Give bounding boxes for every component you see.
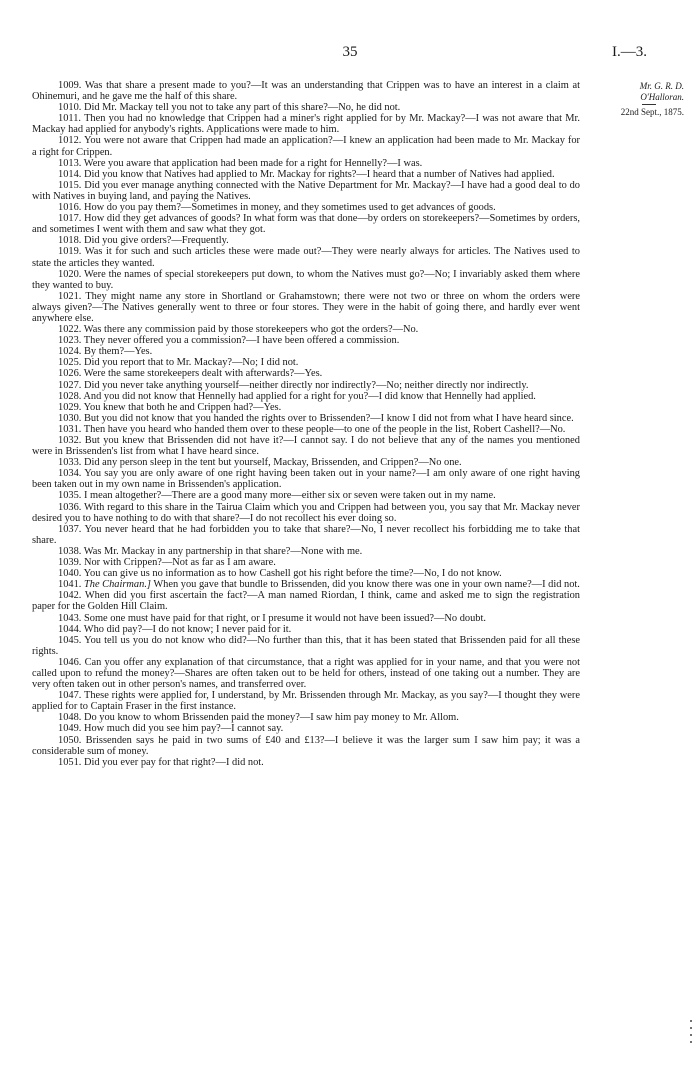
evidence-paragraph: 1039. Nor with Crippen?—Not as far as I am aware.	[58, 557, 276, 569]
speaker-label: The Chairman.]	[83, 579, 151, 591]
evidence-paragraph: 1030. But you did not know that you handed the rights over to Brissenden?—I know I did not from what I have heard since.	[58, 412, 574, 424]
question-text: When you gave that bundle to Brissenden, did you know there was one in your own name?—I did not.	[150, 579, 580, 591]
evidence-paragraph: 1029. You knew that both he and Crippen had?—Yes.	[58, 401, 282, 413]
evidence-paragraph: 1036. With regard to this share in the Tairua Claim which you and Crippen had between you, you say that Mr. Mackay never desired you to have nothing to do with that share?—I do not recollect his ever doing so.	[32, 501, 580, 524]
evidence-paragraph: 1047. These rights were applied for, I understand, by Mr. Brissenden through Mr. Mackay, as you say?—I thought they were applied for to Captain Fraser in the first instance.	[32, 690, 580, 713]
evidence-paragraph: 1022. Was there any commission paid by those storekeepers who got the orders?—No.	[58, 324, 419, 336]
evidence-paragraph: 1014. Did you know that Natives had applied to Mr. Mackay for rights?—I heard that a number of Natives had applied.	[58, 168, 555, 180]
evidence-paragraph: 1044. Who did pay?—I do not know; I never paid for it.	[58, 623, 292, 635]
evidence-paragraph: 1040. You can give us no information as to how Cashell got his right before the time?—No, I do not know.	[58, 568, 502, 580]
evidence-paragraph: 1021. They might name any store in Shortland or Grahamstown; there were not two or three on whom the orders were always given?—The Natives generally went to three or four stores. They were in the habit of going there, and hardly ever went anywhere else.	[32, 290, 580, 324]
evidence-date: 22nd Sept., 1875.	[620, 107, 684, 117]
question-number: 1041.	[58, 579, 84, 591]
evidence-paragraph: 1035. I mean altogether?—There are a good many more—either six or seven were taken out in my name.	[58, 490, 496, 502]
evidence-paragraph: 1031. Then have you heard who handed them over to these people—to one of the people in the list, Robert Cashell?—No.	[58, 423, 566, 435]
witness-name: Mr. G. R. D.	[639, 81, 684, 91]
evidence-paragraph: 1012. You were not aware that Crippen had made an application?—I knew an application had been made to Mr. Mackay for a right for Crippen.	[32, 135, 580, 158]
evidence-paragraph: 1019. Was it for such and such articles these were made out?—They were nearly always for articles. The Natives used to state the articles they wanted.	[32, 246, 580, 269]
evidence-paragraph: 1023. They never offered you a commission?—I have been offered a commission.	[58, 335, 400, 347]
evidence-paragraph: 1034. You say you are only aware of one right having been taken out in your name?—I am only aware of one right having been taken out in my own name in Brissenden's application.	[32, 468, 580, 491]
evidence-paragraph: 1024. By them?—Yes.	[58, 346, 153, 358]
witness-surname: O'Halloran.	[640, 91, 684, 102]
evidence-paragraph: 1009. Was that share a present made to you?—It was an understanding that Crippen was to have an interest in a claim at Ohinemuri, and he gave me the half of this share.	[32, 80, 580, 103]
paper-reference: I.—3.	[612, 44, 647, 60]
evidence-paragraph: 1011. Then you had no knowledge that Crippen had a miner's right applied for by Mr. Mackay?—I was not aware that Mr. Mackay had applied for anybody's rights. Applications were made to him.	[32, 113, 580, 136]
evidence-paragraph: 1010. Did Mr. Mackay tell you not to take any part of this share?—No, he did not.	[58, 102, 401, 114]
margin-rule	[642, 104, 656, 105]
evidence-paragraph: 1020. Were the names of special storekeepers put down, to whom the Natives must go?—No; I invariably asked them where they wanted to buy.	[32, 268, 580, 291]
evidence-paragraph: 1043. Some one must have paid for that right, or I presume it would not have been issued?—No doubt.	[58, 612, 486, 624]
evidence-paragraph: 1046. Can you offer any explanation of that circumstance, that a right was applied for in your name, and that you were not called upon to refund the money?—Shares are often taken out to be held for others, instead of one taking out a number. They are very often taken out in other person's names, and transferred over.	[32, 656, 580, 691]
evidence-paragraph: 1037. You never heard that he had forbidden you to take that share?—No, I never recollect his forbidding me to take that share.	[32, 523, 580, 546]
evidence-paragraph: 1017. How did they get advances of goods? In what form was that done—by orders on storekeepers?—Sometimes by orders, and sometimes I went with them and saw what they got.	[32, 213, 580, 236]
evidence-paragraph: 1049. How much did you see him pay?—I cannot say.	[58, 723, 284, 735]
evidence-text	[32, 80, 580, 768]
evidence-paragraph: 1013. Were you aware that application had been made for a right for Hennelly?—I was.	[58, 157, 423, 169]
evidence-paragraph: 1042. When did you first ascertain the fact?—A man named Riordan, I think, came and asked me to sign the registration paper for the Golden Hill Claim.	[32, 590, 580, 613]
evidence-paragraph: 1051. Did you ever pay for that right?—I did not.	[58, 756, 264, 768]
margin-note	[584, 81, 684, 118]
evidence-paragraph-chairman	[32, 579, 580, 590]
evidence-paragraph: 1018. Did you give orders?—Frequently.	[58, 235, 229, 247]
evidence-paragraph: 1038. Was Mr. Mackay in any partnership in that share?—None with me.	[58, 545, 363, 557]
evidence-paragraph: 1028. And you did not know that Hennelly had applied for a right for you?—I did know that Hennelly had applied.	[58, 390, 536, 402]
evidence-paragraph: 1045. You tell us you do not know who did?—No further than this, that it has been stated that Brissenden paid for all these rights.	[32, 634, 580, 657]
scan-artifact	[690, 1020, 696, 1048]
evidence-paragraph: 1033. Did any person sleep in the tent but yourself, Mackay, Brissenden, and Crippen?—No one.	[58, 457, 462, 469]
evidence-paragraph: 1016. How do you pay them?—Sometimes in money, and they sometimes used to get advances of goods.	[58, 202, 496, 214]
evidence-paragraph: 1050. Brissenden says he paid in two sums of £40 and £13?—I believe it was the larger sum I saw him pay; it was a considerable sum of money.	[32, 734, 580, 757]
evidence-paragraph: 1015. Did you ever manage anything connected with the Native Department for Mr. Mackay?—I have had a good deal to do with Natives in buying land, and paying the Natives.	[32, 179, 580, 202]
evidence-paragraph: 1048. Do you know to whom Brissenden paid the money?—I saw him pay money to Mr. Allom.	[58, 712, 459, 724]
evidence-paragraph: 1027. Did you never take anything yourself—neither directly nor indirectly?—No; neither directly nor indirectly.	[58, 379, 529, 391]
evidence-paragraph: 1025. Did you report that to Mr. Mackay?—No; I did not.	[58, 357, 299, 369]
page-number: 35	[342, 44, 358, 60]
evidence-paragraph: 1032. But you knew that Brissenden did not have it?—I cannot say. I do not believe that any of the names you mentioned were in Brissenden's list from what I have heard since.	[32, 435, 580, 458]
evidence-paragraph: 1026. Were the same storekeepers dealt with afterwards?—Yes.	[58, 368, 323, 380]
